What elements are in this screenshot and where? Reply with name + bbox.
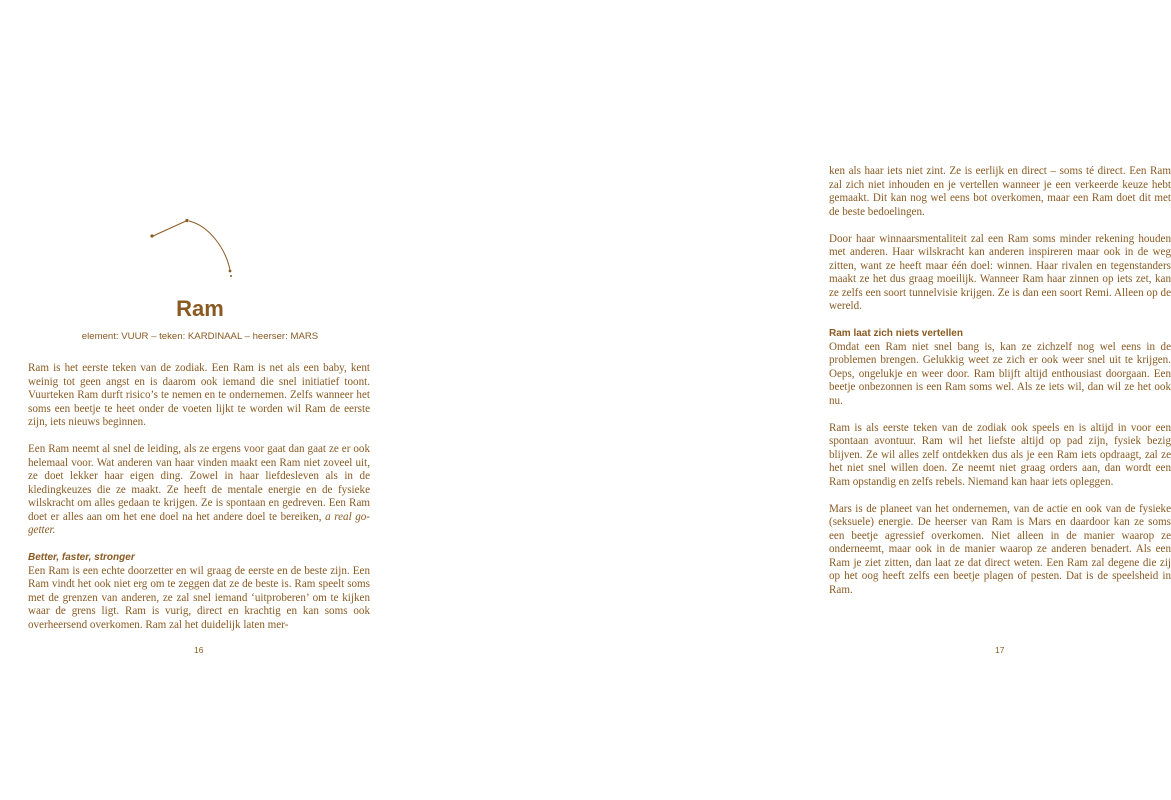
paragraph: Mars is de planeet van het ondernemen, van de actie en ook van de fysieke (seksuele) energie. De heerser van Ram is Mars en daardoor kan ze soms een beetje agressief overkomen. Niet alleen in de manier waarop ze onderneemt, maar ook in de manier waarop ze anderen benadert. Als een Ram je ziet zitten, dan laat ze dat direct weten. Een Ram zal degene die zij op het oog heeft zelfs een beetje plagen of pesten. Dat is de speelsheid in Ram.: [829, 502, 1171, 596]
sign-meta: element: VUUR – teken: KARDINAAL – heerser: MARS: [81, 331, 319, 342]
right-page: [400, 0, 1171, 800]
left-page: [0, 0, 400, 800]
paragraph: Ram is als eerste teken van de zodiak ook speels en is altijd in voor een spontaan avontuur. Ram wil het liefste altijd op pad zijn, fysiek bezig blijven. Ze wil alles zelf ontdekken dus als je een Ram iets opdraagt, zal ze het niet snel willen doen. Ze neemt niet graag orders aan, dan wordt een Ram opstandig en zelfs rebels. Niemand kan haar iets opleggen.: [829, 421, 1171, 488]
subheading: Ram laat zich niets vertellen: [829, 328, 963, 339]
paragraph: ken als haar iets niet zint. Ze is eerlijk en direct – soms té direct. Een Ram zal zich niet inhouden en je vertellen wanneer je een verkeerde keuze hebt gemaakt. Dit kan nog wel eens bot overkomen, maar een Ram doet dit met de beste bedoelingen.: [829, 165, 1171, 218]
emphasis-text: a real go-getter.: [28, 510, 370, 536]
paragraph: Een Ram is een echte doorzetter en wil graag de eerste en de beste zijn. Een Ram vindt het ook niet erg om te zeggen dat ze de beste is. Ram speelt soms met de grenzen van anderen, ze zal snel iemand ‘uitproberen’ om te kijken waar de grens ligt. Ram is vurig, direct en krachtig en kan soms ook overheersend overkomen. Ram zal het duidelijk laten mer-: [28, 564, 370, 631]
left-body-text: [28, 362, 370, 646]
paragraph: Ram is het eerste teken van de zodiak. Een Ram is net als een baby, kent weinig tot geen angst en is daarom ook iemand die snel initiatief toont. Vuurteken Ram durft risico’s te nemen en te ondernemen. Zelfs wanneer het soms een beetje te heet onder de voeten lijkt te worden wil Ram de eerste zijn, iets nieuws beginnen.: [28, 362, 370, 428]
page-number: 16: [194, 645, 204, 655]
page-title: Ram: [176, 296, 224, 321]
page-number: 17: [995, 645, 1005, 655]
paragraph-text: Een Ram neemt al snel de leiding, als ze ergens voor gaat dan gaat ze er ook helemaal voor. Wat anderen van haar vinden maakt een Ram niet zoveel uit, ze doet lekker haar eigen ding. Zowel in haar liefdesleven als in de kledingkeuzes die ze maakt. Ze heeft de mentale energie en de fysieke wilskracht om alles gedaan te krijgen. Ze is spontaan en gedreven. Een Ram doet er alles aan om het ene doel na het andere doel te bereiken,: [28, 443, 370, 523]
aries-constellation-icon: [140, 212, 240, 287]
right-body-text: [829, 165, 1171, 611]
paragraph: Omdat een Ram niet snel bang is, kan ze zichzelf nog wel eens in de problemen brengen. Gelukkig weet ze zich er ook weer snel uit te krijgen. Oeps, ongelukje en weer door. Ram blijft altijd enthousiast doorgaan. Een beetje onbezonnen is een Ram soms wel. Als ze iets wil, dan wil ze het ook nu.: [829, 340, 1171, 407]
subheading: Better, faster, stronger: [28, 552, 135, 563]
paragraph: [28, 443, 370, 538]
paragraph: Door haar winnaarsmentaliteit zal een Ram soms minder rekening houden met anderen. Haar wilskracht kan anderen inspireren maar ook in de weg zitten, want ze heeft maar één doel: winnen. Haar rivalen en tegenstanders maakt ze het dus graag moeilijk. Wanneer Ram haar zinnen op iets zet, kan ze zelfs een soort tunnelvisie krijgen. Ze is dan een soort Remi. Alleen op de wereld.: [829, 232, 1171, 312]
